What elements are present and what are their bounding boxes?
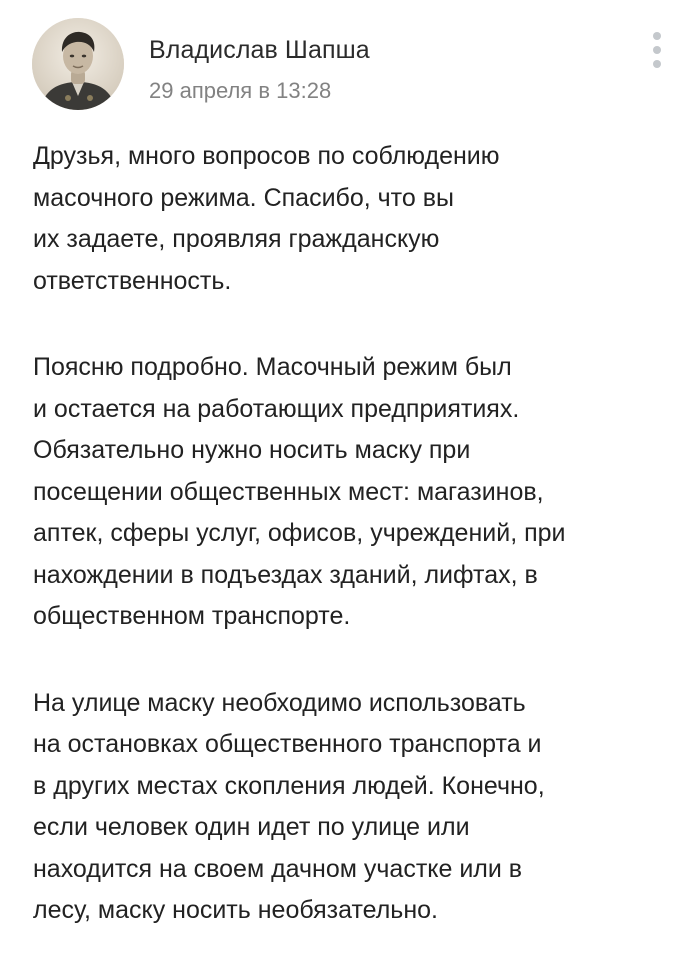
post-line: Друзья, много вопросов по соблюдению [33, 142, 500, 170]
post-line: на остановках общественного транспорта и [33, 730, 542, 758]
post-header [0, 0, 700, 125]
avatar[interactable] [32, 18, 124, 110]
post-line: Поясню подробно. Масочный режим был [33, 353, 512, 381]
more-options-button[interactable] [644, 30, 670, 70]
more-vertical-icon [653, 46, 661, 54]
post-line: и остается на работающих предприятиях. [33, 394, 520, 423]
more-vertical-icon [653, 32, 661, 40]
post-paragraph [33, 136, 673, 302]
post-line: их задаете, проявляя гражданскую [33, 225, 440, 253]
post-line: масочного режима. Спасибо, что вы [33, 183, 454, 212]
post-line: ответственность. [33, 266, 232, 295]
post-line: аптек, сферы услуг, офисов, учреждений, при [33, 519, 566, 547]
post-paragraph [33, 683, 673, 932]
post-line: посещении общественных мест: магазинов, [33, 477, 544, 506]
post-line: На улице маску необходимо использовать [33, 688, 526, 717]
post-line: лесу, маску носить необязательно. [33, 896, 438, 924]
post-line: Обязательно нужно носить маску при [33, 436, 471, 464]
more-vertical-icon [653, 60, 661, 68]
post-line: если человек один идет по улице или [33, 813, 470, 841]
post-line: общественном транспорте. [33, 602, 351, 630]
post-line: в других местах скопления людей. Конечно, [33, 771, 545, 800]
post-date[interactable]: 29 апреля в 13:28 [149, 78, 332, 103]
author-photo [32, 18, 124, 110]
post-paragraph [33, 347, 673, 638]
post-line: нахождении в подъездах зданий, лифтах, в [33, 560, 538, 589]
post-text [33, 136, 673, 977]
author-name[interactable]: Владислав Шапша [149, 36, 370, 64]
post-line: находится на своем дачном участке или в [33, 854, 523, 883]
